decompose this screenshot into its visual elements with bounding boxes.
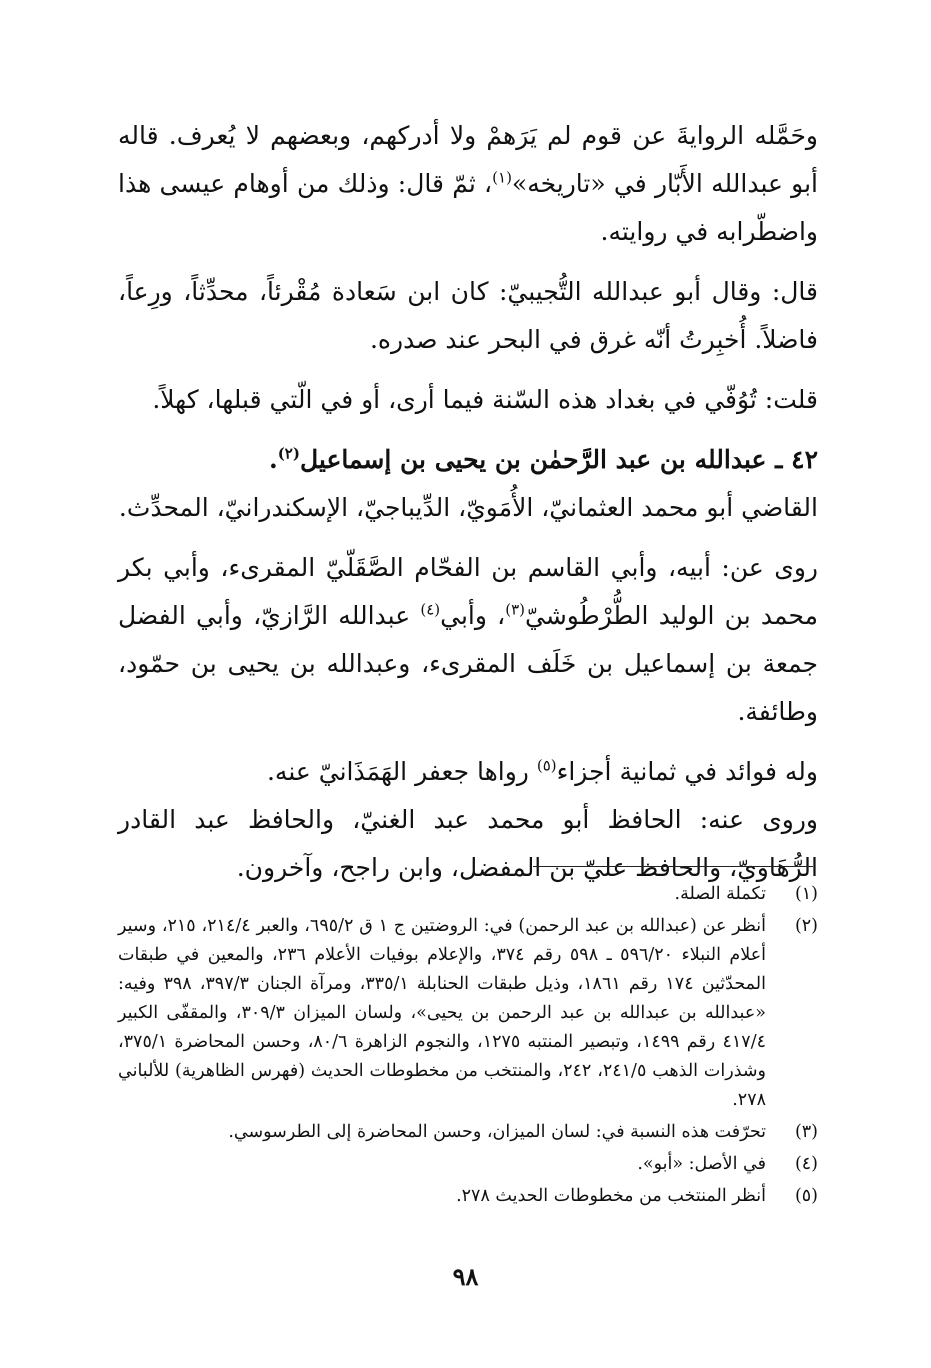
footnotes — [118, 880, 818, 1214]
footnote-5 — [118, 1182, 818, 1211]
footnote-ref-5: (٥) — [536, 756, 557, 775]
footnote-2 — [118, 912, 818, 1115]
page-number: ٩٨ — [452, 1262, 479, 1291]
footnote-separator — [533, 866, 813, 867]
footnote-ref-2: (٢) — [277, 444, 300, 463]
footnote-text: أنظر عن (عبدالله بن عبد الرحمن) في: الروضتين ج ١ ق ٦٩٥/٢، والعبر ٢١٤/٤، ٢١٥، وسير أعلام النبلاء ٥٩٦/٢٠ ـ ٥٩٨ رقم ٣٧٤، والإعلام بوفيات الأعلام ٢٣٦، والمعين في طبقات المحدّثين ١٧٤ رقم ١٨٦١، وذيل طبقات الحنابلة ٣٣٥/١، ومرآة الجنان ٣٩٧/٣، ٣٩٨ وفيه: «عبدالله بن عبدالله بن عبد الرحمن بن يحيى»، ولسان الميزان ٣٠٩/٣، والمقفّى الكبير ٤١٧/٤ رقم ١٤٩٩، وتبصير المنتبه ١٢٧٥، والنجوم الزاهرة ٨٠/٦، وحسن المحاضرة ٣٧٥/١، وشذرات الذهب ٢٤١/٥، ٢٤٢، والمنتخب من مخطوطات الحديث (فهرس الظاهرية) للألباني ٢٧٨. — [118, 916, 767, 1110]
footnote-4 — [118, 1150, 818, 1179]
entry-heading — [118, 436, 818, 484]
footnote-text: تكملة الصلة. — [674, 884, 766, 904]
paragraph-3: قلت: تُوُفّي في بغداد هذه السّنة فيما أرى، أو في الّتي قبلها، كهلاً. — [152, 385, 818, 414]
footnote-number: (٥) — [794, 1186, 818, 1206]
paragraph-1-continuation: ، ثمّ قال: وذلك من أوهام عيسى هذا واضطّرابه في روايته. — [118, 169, 818, 246]
footnote-ref-3: (٣) — [505, 600, 526, 619]
paragraph-1-text: وحَمَّله الروايةَ عن قوم لم يَرَهمْ ولا أدركهم، وبعضهم لا يُعرف. قاله أبو عبدالله الأَبّار في «تاريخه» — [118, 121, 818, 198]
footnote-ref-1: (١) — [492, 168, 512, 187]
paragraph-7: وروى عنه: الحافظ أبو محمد عبد الغنيّ، والحافظ عبد القادر الرُّهَاويّ، والحافظ عليّ بن المفضل، وابن راجح، وآخرون. — [118, 805, 818, 882]
footnote-number: (١) — [794, 884, 818, 904]
paragraph-2: قال: وقال أبو عبدالله التُّجيبيّ: كان ابن سَعادة مُقْرئاً، محدِّثاً، ورِعاً، فاضلاً. أُخبِرتُ أنّه غرق في البحر عند صدره. — [118, 277, 818, 354]
paragraph-5 — [118, 544, 818, 736]
paragraph-6-part-b: رواها جعفر الهَمَذَانيّ عنه. — [266, 757, 537, 786]
paragraph-5-part-c: عبدالله الرَّازيّ، وأبي الفضل جمعة بن إسماعيل بن خَلَف المقرىء، وعبدالله بن يحيى بن حمّود، وطائفة. — [118, 601, 818, 726]
paragraph-4: القاضي أبو محمد العثمانيّ، الأُمَويّ، الدِّيباجيّ، الإسكندرانيّ، المحدِّث. — [118, 493, 818, 522]
footnote-text: تحرّفت هذه النسبة في: لسان الميزان، وحسن المحاضرة إلى الطرسوسي. — [228, 1122, 766, 1142]
entry-heading-text: ٤٢ ـ عبدالله بن عبد الرَّحمٰن بن يحيى بن إسماعيل — [299, 445, 818, 474]
paragraph-5-part-a: روى عن: أبيه، وأبي القاسم بن الفحّام الصَّقَلّيّ المقرىء، وأبي بكر محمد بن الوليد الطُّرْطُوشيّ — [118, 553, 818, 630]
paragraph-5-part-b: ، وأبي — [440, 601, 506, 630]
footnote-text: في الأصل: «أبو». — [637, 1154, 766, 1174]
footnote-number: (٤) — [794, 1154, 818, 1174]
entry-heading-end: . — [268, 445, 278, 474]
footnote-ref-4: (٤) — [420, 600, 441, 619]
footnote-number: (٣) — [794, 1122, 818, 1142]
footnote-number: (٢) — [794, 916, 818, 936]
paragraph-6-part-a: وله فوائد في ثمانية أجزاء — [556, 757, 818, 786]
paragraph-1 — [118, 112, 818, 256]
footnote-text: أنظر المنتخب من مخطوطات الحديث ٢٧٨. — [456, 1186, 766, 1206]
footnote-1 — [118, 880, 818, 909]
main-text — [118, 112, 818, 892]
footnote-3 — [118, 1118, 818, 1147]
paragraph-6 — [118, 748, 818, 796]
